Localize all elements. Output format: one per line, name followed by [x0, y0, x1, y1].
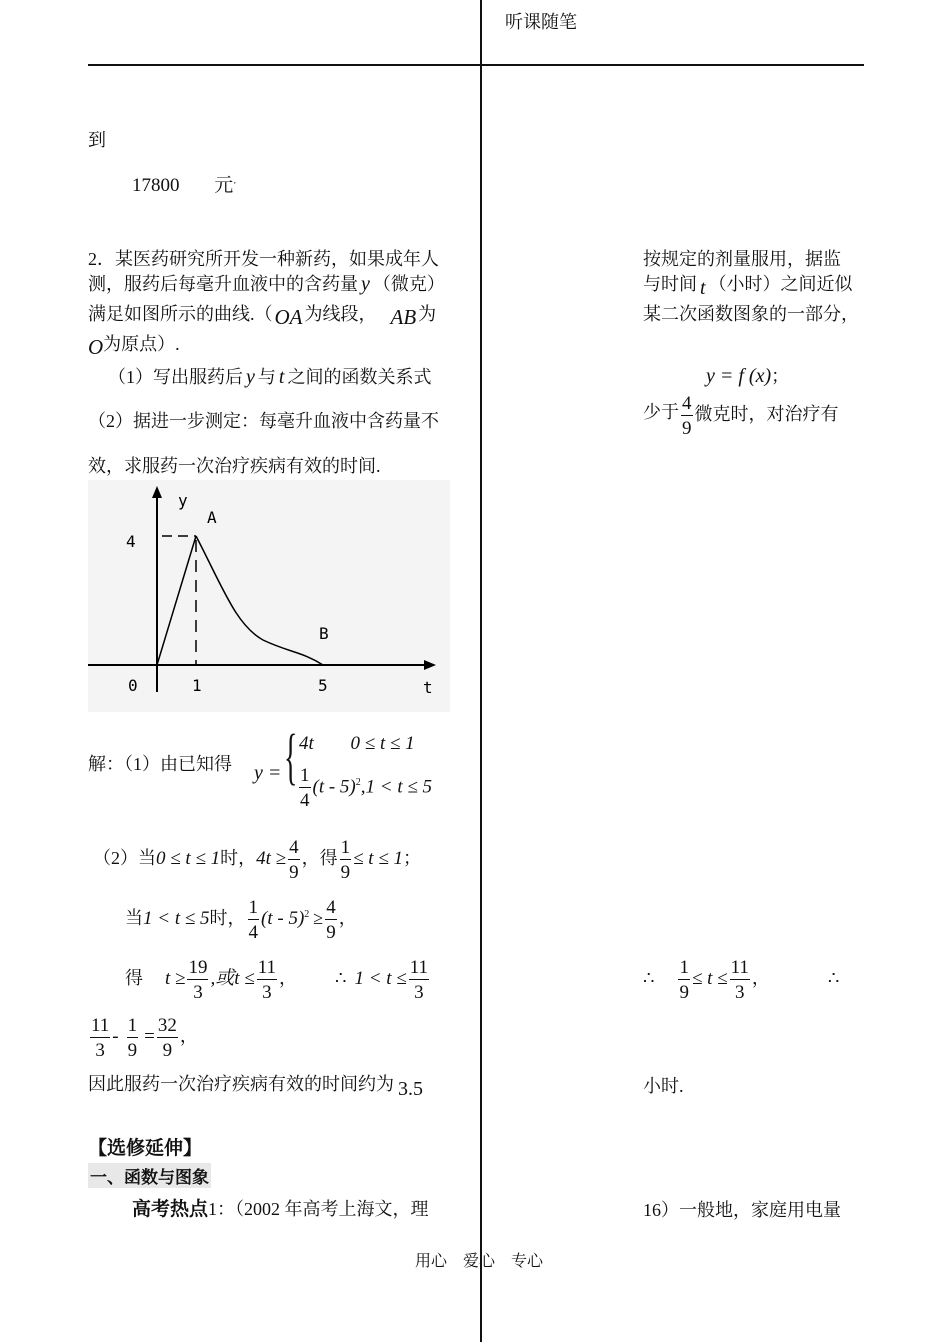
s4de: 得	[125, 968, 143, 989]
extension-section-title: 一、函数与图象	[88, 1163, 211, 1188]
s2-n2: 1	[340, 837, 351, 858]
s2-d1: 9	[289, 862, 299, 883]
extension-heading: 【选修延伸】	[88, 1138, 203, 1159]
problem2-l2c: 与时间	[643, 274, 697, 294]
graph-point-b: B	[319, 624, 329, 643]
q1-semi: ；	[771, 366, 790, 386]
hot-topic-line-left	[132, 1194, 429, 1221]
var-ab: AB	[390, 305, 417, 329]
problem2-l3a: 满足如图所示的曲线.（	[88, 304, 273, 324]
s4comma: ，	[278, 968, 297, 989]
q1-var-t: t	[278, 366, 285, 388]
s5eq: =	[144, 1026, 155, 1048]
s5-d3: 9	[162, 1040, 173, 1061]
piecewise-case1	[299, 733, 415, 755]
question2-right	[643, 394, 839, 438]
s2b: 时，	[220, 848, 257, 869]
solution-part2-line1	[93, 838, 421, 882]
s4-n2: 11	[257, 957, 276, 978]
s4r2: ≤ t ≤	[691, 968, 728, 990]
var-o: O	[88, 335, 104, 359]
s4-n3: 11	[409, 957, 429, 978]
s5-frac1	[90, 1016, 110, 1060]
s2c: ，得	[301, 848, 338, 869]
intro-dot: .	[233, 172, 237, 187]
solution-part2-line3-left	[125, 958, 431, 1002]
s4-d3: 3	[414, 982, 424, 1003]
case2-cond: ,1 < t ≤ 5	[360, 776, 433, 798]
problem2-l2b: （微克）	[372, 274, 445, 294]
graph-x-tick-5: 5	[318, 676, 328, 695]
q1c: 之间的函数关系式	[287, 367, 432, 387]
problem2-line3-right: 某二次函数图象的一部分，	[643, 304, 859, 324]
s4-frac3	[409, 958, 429, 1002]
s3comma: ，	[338, 908, 357, 929]
graph-y-label: y	[178, 491, 188, 510]
var-oa: OA	[274, 305, 303, 329]
case2-frac	[299, 766, 311, 810]
s2-d2: 9	[340, 862, 351, 883]
s6a: 因此服药一次治疗疾病有效的时间约为	[88, 1074, 394, 1094]
case1-expr: 4t	[299, 733, 314, 754]
s4-d1: 3	[193, 982, 203, 1003]
piecewise-case2	[297, 766, 432, 810]
q1a: （1）写出服药后	[108, 367, 243, 387]
problem2-line1-left: 2．某医药研究所开发一种新药，如果成年人	[88, 249, 439, 269]
page-header-title: 听课随笔	[505, 12, 577, 32]
problem2-l2a: 测，服药后每毫升血液中的含药量	[88, 274, 358, 294]
s3expr: (t - 5)	[261, 908, 305, 930]
problem2-line2-right	[643, 270, 853, 299]
s4-frac4	[678, 958, 690, 1002]
s4-d2: 3	[262, 982, 272, 1003]
s5-d1: 3	[95, 1040, 105, 1061]
s3-frac2	[325, 898, 337, 942]
s4comma2: ，	[751, 968, 770, 989]
s6val: 3.5	[398, 1078, 423, 1100]
s4-d4: 9	[679, 982, 689, 1003]
intro-amount-line	[132, 170, 236, 197]
q2c: 微克时，对治疗有	[694, 404, 839, 425]
s5-frac2	[127, 1016, 139, 1060]
graph-point-a: A	[207, 508, 217, 527]
s4-n5: 11	[730, 957, 749, 978]
s5minus: -	[112, 1026, 119, 1048]
s2-frac1	[288, 838, 300, 882]
graph-background	[88, 480, 450, 712]
case2-expr: (t - 5)	[312, 776, 356, 798]
solution-intro: 解：（1）由已知得	[88, 754, 232, 774]
graph-x-tick-1: 1	[192, 676, 202, 695]
q2b: 少于	[643, 402, 679, 423]
hot-topic-label: 高考热点	[132, 1199, 209, 1220]
s3exp: 2	[304, 909, 310, 921]
problem2-line3-left	[88, 300, 437, 329]
s4-frac5	[730, 958, 750, 1002]
solution-conclusion-left	[88, 1070, 423, 1100]
q2-frac	[681, 394, 693, 438]
s3cond: 1 < t ≤ 5	[143, 908, 210, 930]
s4or: ,或t ≤	[210, 968, 255, 990]
s5-n2: 1	[127, 1015, 138, 1036]
header-rule	[88, 64, 864, 66]
solution-part2-line4	[88, 1016, 198, 1060]
q1b: 与	[257, 367, 276, 387]
solution-y-eq: y =	[254, 762, 282, 784]
q2-den: 9	[682, 418, 692, 439]
problem2-line2-left	[88, 270, 445, 296]
column-divider	[480, 0, 482, 1342]
hot-topic-num: 1	[208, 1199, 218, 1219]
question1-function	[706, 362, 789, 388]
s3a: 当	[125, 908, 143, 929]
intro-dao: 到	[88, 130, 106, 150]
s3-n2: 4	[326, 897, 336, 918]
s2-frac2	[340, 838, 352, 882]
concentration-graph	[88, 480, 450, 712]
s3b: 时，	[209, 908, 246, 929]
solution-part2-line2	[125, 898, 357, 942]
therefore-1: ∴	[334, 968, 347, 989]
problem2-l4a: 为原点）.	[103, 334, 180, 354]
s5-d2: 9	[127, 1040, 138, 1061]
case1-cond: 0 ≤ t ≤ 1	[350, 733, 415, 754]
problem2-line1-right: 按规定的剂量服用，据监	[643, 249, 841, 269]
var-y: y	[361, 273, 370, 295]
case2-den: 4	[300, 790, 310, 811]
graph-t-label: t	[423, 678, 433, 697]
s4-frac2	[257, 958, 277, 1002]
s3-frac1	[248, 898, 260, 942]
question1	[108, 363, 431, 389]
graph-y-tick-4: 4	[126, 532, 136, 551]
q1-var-y: y	[246, 366, 255, 388]
intro-amount: 17800	[132, 175, 180, 196]
s4-n4: 1	[679, 957, 689, 978]
s2cond: 0 ≤ t ≤ 1	[156, 848, 221, 870]
therefore-2: ∴	[643, 968, 655, 989]
s3-d1: 4	[248, 922, 259, 943]
s4-n1: 19	[188, 957, 208, 978]
question2-line2: 效，求服药一次治疗疾病有效的时间.	[88, 456, 381, 476]
s3ge: ≥	[313, 908, 324, 929]
s2a: （2）当	[93, 848, 156, 869]
s4r1: 1 < t ≤	[354, 968, 407, 990]
var-t: t	[700, 277, 706, 299]
hot-topic-line-right: 16）一般地，家庭用电量	[643, 1200, 841, 1220]
q2-num: 4	[682, 393, 692, 414]
problem2-l2d: （小时）之间近似	[708, 274, 853, 294]
solution-part2-line3-right	[643, 958, 839, 1002]
hot-topic-a: ：（2002 年高考上海文，理	[217, 1199, 429, 1219]
solution-conclusion-right: 小时.	[643, 1076, 684, 1096]
graph-x-tick-0: 0	[128, 676, 138, 695]
problem2-line4	[88, 330, 180, 359]
s5comma: ，	[179, 1026, 198, 1047]
s5-n3: 32	[157, 1015, 177, 1036]
s4t: t ≥	[165, 968, 186, 990]
s3-n1: 1	[248, 897, 259, 918]
page-footer: 用心 爱心 专心	[415, 1253, 544, 1270]
s5-frac3	[157, 1016, 178, 1060]
question2-left: （2）据进一步测定：每毫升血液中含药量不	[88, 411, 439, 431]
s4-frac1	[187, 958, 208, 1002]
s2-n1: 4	[289, 837, 299, 858]
s5-n1: 11	[91, 1015, 110, 1036]
case2-num: 1	[300, 765, 310, 786]
problem2-l3b: 为线段，	[304, 304, 377, 324]
therefore-3: ∴	[827, 968, 840, 989]
case2-exp: 2	[355, 777, 361, 789]
s3-d2: 9	[326, 922, 336, 943]
s2ineq: 4t ≥	[256, 848, 287, 870]
s2semi: ；	[403, 848, 421, 869]
problem2-l3c: 为	[418, 304, 437, 324]
intro-yuan: 元	[214, 175, 234, 196]
piecewise-brace: {	[284, 723, 298, 791]
q1-func: y = f (x)	[706, 365, 772, 387]
s2range: ≤ t ≤ 1	[353, 848, 403, 870]
s4-d5: 3	[734, 982, 745, 1003]
